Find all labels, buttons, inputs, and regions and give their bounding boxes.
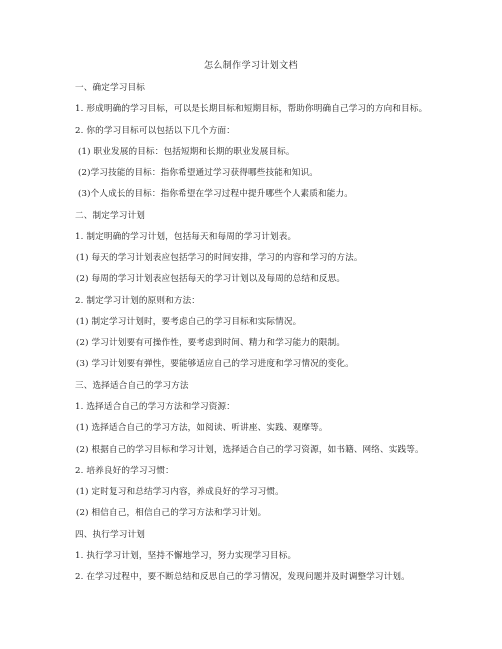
list-item: (2) 学习计划要有可操作性，要考虑到时间、精力和学习能力的限制。 (76, 338, 346, 348)
section-heading: 四、执行学习计划 (75, 530, 145, 540)
list-item: (2) 每周的学习计划表应包括每天的学习计划以及每周的总结和反思。 (76, 274, 346, 284)
document-title: 怎么制作学习计划文档 (203, 61, 298, 71)
paragraph-line: 1. 选择适合自己的学习方法和学习资源： (75, 402, 236, 412)
paragraph-line: 2. 培养良好的学习习惯： (75, 466, 174, 476)
paragraph-line: 1. 制定明确的学习计划，包括每天和每周的学习计划表。 (75, 232, 297, 242)
list-item: (2) 根据自己的学习目标和学习计划，选择适合自己的学习资源，如书籍、网络、实践等。 (76, 445, 424, 455)
list-item: (2)学习技能的目标：指你希望通过学习获得哪些技能和知识。 (78, 168, 318, 178)
list-item: (3)个人成长的目标：指你希望在学习过程中提升哪些个人素质和能力。 (78, 189, 353, 199)
list-item: (1) 每天的学习计划表应包括学习的时间安排，学习的内容和学习的方法。 (76, 253, 363, 263)
list-item: (1) 定时复习和总结学习内容，养成良好的学习习惯。 (76, 487, 284, 497)
list-item: (1) 制定学习计划时，要考虑自己的学习目标和实际情况。 (76, 317, 302, 327)
list-item: (1) 职业发展的目标：包括短期和长期的职业发展目标。 (78, 147, 295, 157)
list-item: (2) 相信自己，相信自己的学习方法和学习计划。 (76, 508, 267, 518)
paragraph-line: 2. 制定学习计划的原则和方法： (75, 296, 201, 306)
paragraph-line: 2. 你的学习目标可以包括以下几个方面： (75, 126, 236, 136)
list-item: (3) 学习计划要有弹性，要能够适应自己的学习进度和学习情况的变化。 (76, 359, 354, 369)
paragraph-line: 2. 在学习过程中，要不断总结和反思自己的学习情况，发现问题并及时调整学习计划。 (75, 572, 410, 582)
paragraph-line: 1. 形成明确的学习目标，可以是长期目标和短期目标，帮助你明确自己学习的方向和目标。 (75, 104, 428, 114)
section-heading: 二、制定学习计划 (75, 211, 145, 221)
list-item: (1) 选择适合自己的学习方法，如阅读、听讲座、实践、观摩等。 (76, 423, 328, 433)
section-heading: 三、选择适合自己的学习方法 (75, 381, 189, 391)
section-heading: 一、确定学习目标 (75, 83, 145, 93)
paragraph-line: 1. 执行学习计划，坚持不懈地学习，努力实现学习目标。 (75, 551, 297, 561)
